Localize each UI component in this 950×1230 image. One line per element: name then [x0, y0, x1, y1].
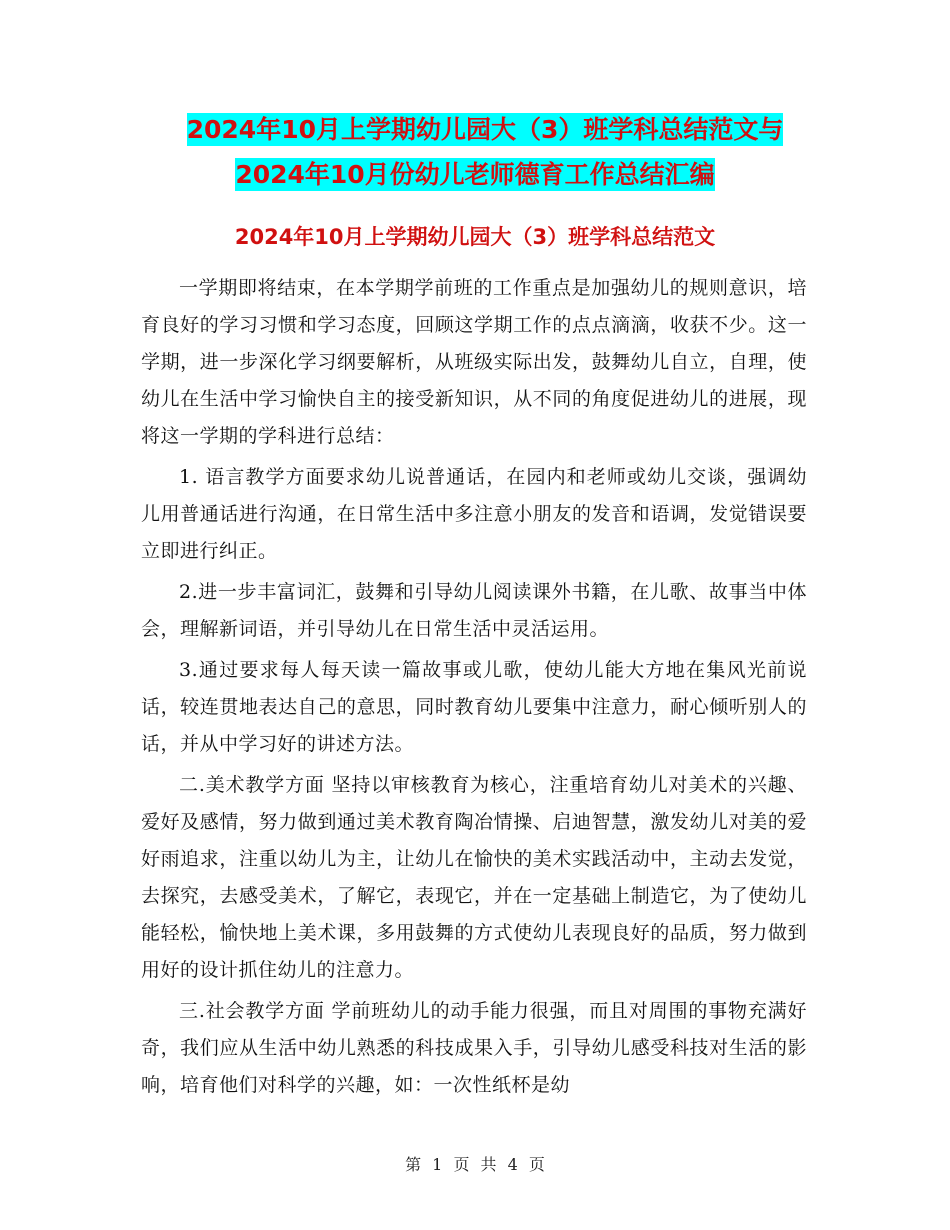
- section-title: 2024年10月上学期幼儿园大（3）班学科总结范文: [234, 225, 716, 249]
- title-highlight-2: 2024年10月份幼儿老师德育工作总结汇编: [235, 160, 715, 189]
- paragraph-art: 二.美术教学方面 坚持以审核教育为核心，注重培育幼儿对美术的兴趣、爱好及感情，努力做到通过美术教育陶冶情操、启迪智慧，激发幼儿对美的爱好雨追求，注重以幼儿为主，让幼儿在愉快的美术实践活动中，主动去发觉，去探究，去感受美术，了解它，表现它，并在一定基础上制造它，为了使幼儿能轻松，愉快地上美术课，多用鼓舞的方式使幼儿表现良好的品质，努力做到用好的设计抓住幼儿的注意力。: [141, 774, 807, 981]
- paragraph-language-2: 2.进一步丰富词汇，鼓舞和引导幼儿阅读课外书籍，在儿歌、故事当中体会，理解新词语，并引导幼儿在日常生活中灵活运用。: [141, 581, 807, 640]
- page-number-footer: 第 1 页 共 4 页: [405, 1155, 545, 1174]
- title-highlight-1: 2024年10月上学期幼儿园大（3）班学科总结范文与: [186, 115, 784, 144]
- paragraph-social: 三.社会教学方面 学前班幼儿的动手能力很强，而且对周围的事物充满好奇，我们应从生活中幼儿熟悉的科技成果入手，引导幼儿感受科技对生活的影响，培育他们对科学的兴趣，如：一次性纸杯是幼: [141, 1000, 807, 1096]
- document-body: [141, 270, 807, 1104]
- paragraph-language-1: 1. 语言教学方面要求幼儿说普通话，在园内和老师或幼儿交谈，强调幼儿用普通话进行沟通，在日常生活中多注意小朋友的发音和语调，发觉错误要立即进行纠正。: [141, 466, 807, 562]
- paragraph-language-3: 3.通过要求每人每天读一篇故事或儿歌，使幼儿能大方地在集风光前说话，较连贯地表达自己的意思，同时教育幼儿要集中注意力，耐心倾听别人的话，并从中学习好的讲述方法。: [141, 659, 807, 755]
- paragraph-intro: 一学期即将结束，在本学期学前班的工作重点是加强幼儿的规则意识，培育良好的学习习惯和学习态度，回顾这学期工作的点点滴滴，收获不少。这一学期，进一步深化学习纲要解析，从班级实际出发，鼓舞幼儿自立，自理，使幼儿在生活中学习愉快自主的接受新知识，从不同的角度促进幼儿的进展，现将这一学期的学科进行总结：: [141, 277, 807, 447]
- document-title-line-1: [0, 112, 950, 148]
- document-title-line-2: [0, 157, 950, 193]
